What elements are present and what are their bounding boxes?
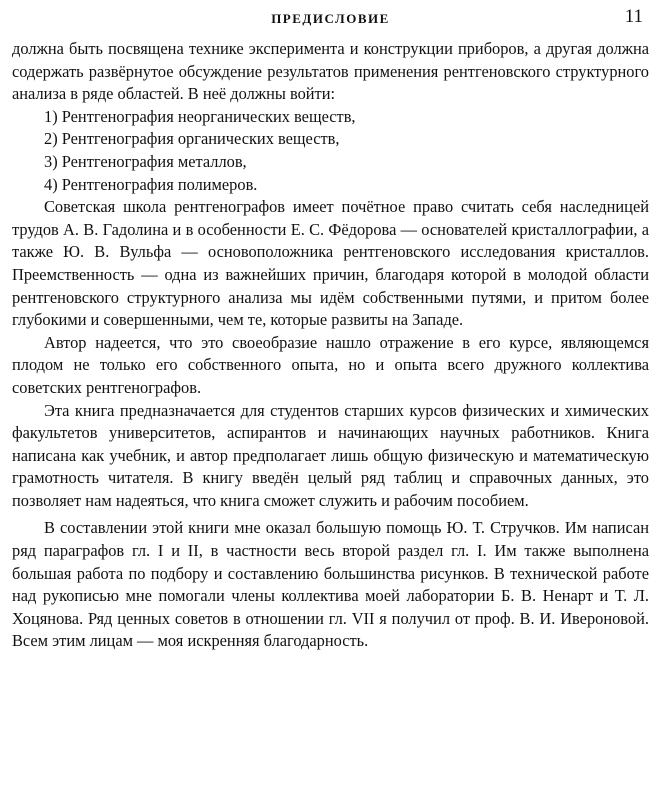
- intro-paragraph: должна быть посвящена технике эксперимента и конструкции приборов, а другая должна содержать развёрнутое обсуждение результатов применения рентгеновского структурного анализа в ряде областей. В неё должны войти:: [12, 39, 649, 104]
- body-text: [12, 38, 649, 653]
- list-item: 2) Рентгенография органических веществ,: [44, 129, 340, 149]
- paragraph-audience: Эта книга предназначается для студентов старших курсов физических и химических факультетов университетов, аспирантов и начинающих научных работников. Книга написана как учебник, и автор предполагает лишь общую физическую и математическую грамотность читателя. В книгу введён целый ряд таблиц и справочных данных, это позволяет нам надеяться, что книга сможет служить и рабочим пособием.: [12, 400, 649, 510]
- page-number: 11: [624, 6, 643, 27]
- radiography-list: [12, 106, 649, 196]
- list-item: 1) Рентгенография неорганических веществ,: [44, 106, 356, 126]
- running-head: [12, 4, 649, 38]
- running-head-title: ПРЕДИСЛОВИЕ: [271, 11, 390, 26]
- paragraph-author-hopes: Автор надеется, что это своеобразие нашло отражение в его курсе, являющемся плодом не только его собственного опыта, но и опыта всего дружного коллектива советских рентгенографов.: [12, 332, 649, 397]
- paragraph-acknowledgements: В составлении этой книги мне оказал большую помощь Ю. Т. Стручков. Им написан ряд параграфов гл. I и II, в частности весь второй раздел гл. I. Им также выполнена большая работа по подбору и составлению большинства рисунков. В технической работе над рукописью мне помогали члены коллектива моей лаборатории Б. В. Ненарт и Т. Л. Хоцянова. Ряд ценных советов в отношении гл. VII я получил от проф. В. И. Ивероновой. Всем этим лицам — моя искренняя благодарность.: [12, 518, 649, 651]
- list-item: 3) Рентгенография металлов,: [44, 151, 247, 171]
- paragraph-soviet-school: Советская школа рентгенографов имеет почётное право считать себя наследницей трудов А. В. Гадолина и в особенности Е. С. Фёдорова — основателей кристаллографии, а также Ю. В. Вульфа — основоположника рентгеновского исследования кристаллов. Преемственность — одна из важнейших причин, благодаря которой в молодой области рентгеновского структурного анализа мы идём собственными путями, и притом более глубокими и совершенными, чем те, которые развиты на Западе.: [12, 197, 649, 330]
- list-item: 4) Рентгенография полимеров.: [44, 174, 258, 194]
